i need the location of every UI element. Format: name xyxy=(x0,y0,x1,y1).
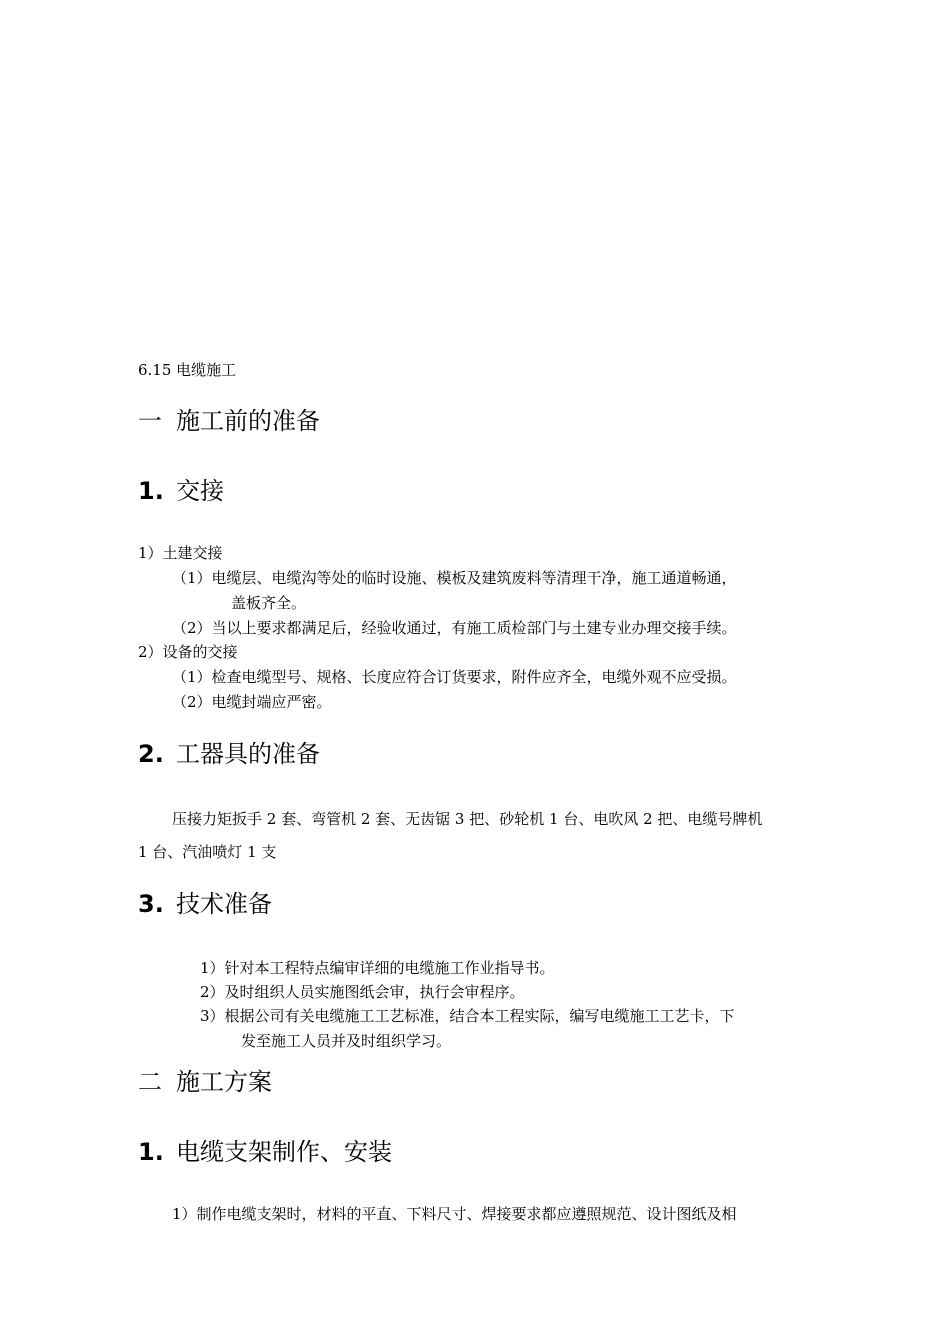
part2-s1-number: 1. xyxy=(138,1138,164,1166)
tools-line: 压接力矩扳手 2 套、弯管机 2 套、无齿锯 3 把、砂轮机 1 台、电吹风 2 把、电缆号牌机 xyxy=(172,810,763,828)
tech-item: 2）及时组织人员实施图纸会审，执行会审程序。 xyxy=(200,983,525,1001)
part1-s1-heading xyxy=(138,476,224,506)
handover-item: 盖板齐全。 xyxy=(231,594,307,612)
tech-item: 1）针对本工程特点编审详细的电缆施工作业指导书。 xyxy=(200,959,555,977)
part1-s1-title: 交接 xyxy=(176,477,224,505)
part2-number: 二 xyxy=(138,1068,162,1096)
bracket-item: 1）制作电缆支架时，材料的平直、下料尺寸、焊接要求都应遵照规范、设计图纸及相 xyxy=(172,1205,737,1223)
part1-s3-number: 3. xyxy=(138,890,164,918)
part2-s1-heading xyxy=(138,1137,392,1167)
part1-number: 一 xyxy=(138,407,162,435)
part1-heading xyxy=(138,406,320,436)
part1-s1-number: 1. xyxy=(138,477,164,505)
section-title: 6.15 电缆施工 xyxy=(138,361,237,379)
part1-s3-title: 技术准备 xyxy=(176,890,272,918)
handover-item: （2）当以上要求都满足后，经验收通过，有施工质检部门与土建专业办理交接手续。 xyxy=(172,619,737,637)
handover-item: （2）电缆封端应严密。 xyxy=(172,693,332,711)
tech-item: 3）根据公司有关电缆施工工艺标准，结合本工程实际，编写电缆施工工艺卡，下 xyxy=(200,1007,735,1025)
tools-line: 1 台、汽油喷灯 1 支 xyxy=(138,843,277,861)
part2-heading xyxy=(138,1067,272,1097)
part1-title: 施工前的准备 xyxy=(176,407,320,435)
handover-item: 1）土建交接 xyxy=(138,544,223,562)
part1-s2-title: 工器具的准备 xyxy=(176,740,320,768)
part1-s3-heading xyxy=(138,889,272,919)
part2-title: 施工方案 xyxy=(176,1068,272,1096)
handover-item: （1）电缆层、电缆沟等处的临时设施、模板及建筑废料等清理干净，施工通道畅通， xyxy=(172,569,737,587)
handover-item: 2）设备的交接 xyxy=(138,643,238,661)
part2-s1-title: 电缆支架制作、安装 xyxy=(176,1138,392,1166)
part1-s2-heading xyxy=(138,739,320,769)
handover-item: （1）检查电缆型号、规格、长度应符合订货要求，附件应齐全，电缆外观不应受损。 xyxy=(172,668,737,686)
part1-s2-number: 2. xyxy=(138,740,164,768)
tech-item: 发至施工人员并及时组织学习。 xyxy=(241,1032,452,1050)
